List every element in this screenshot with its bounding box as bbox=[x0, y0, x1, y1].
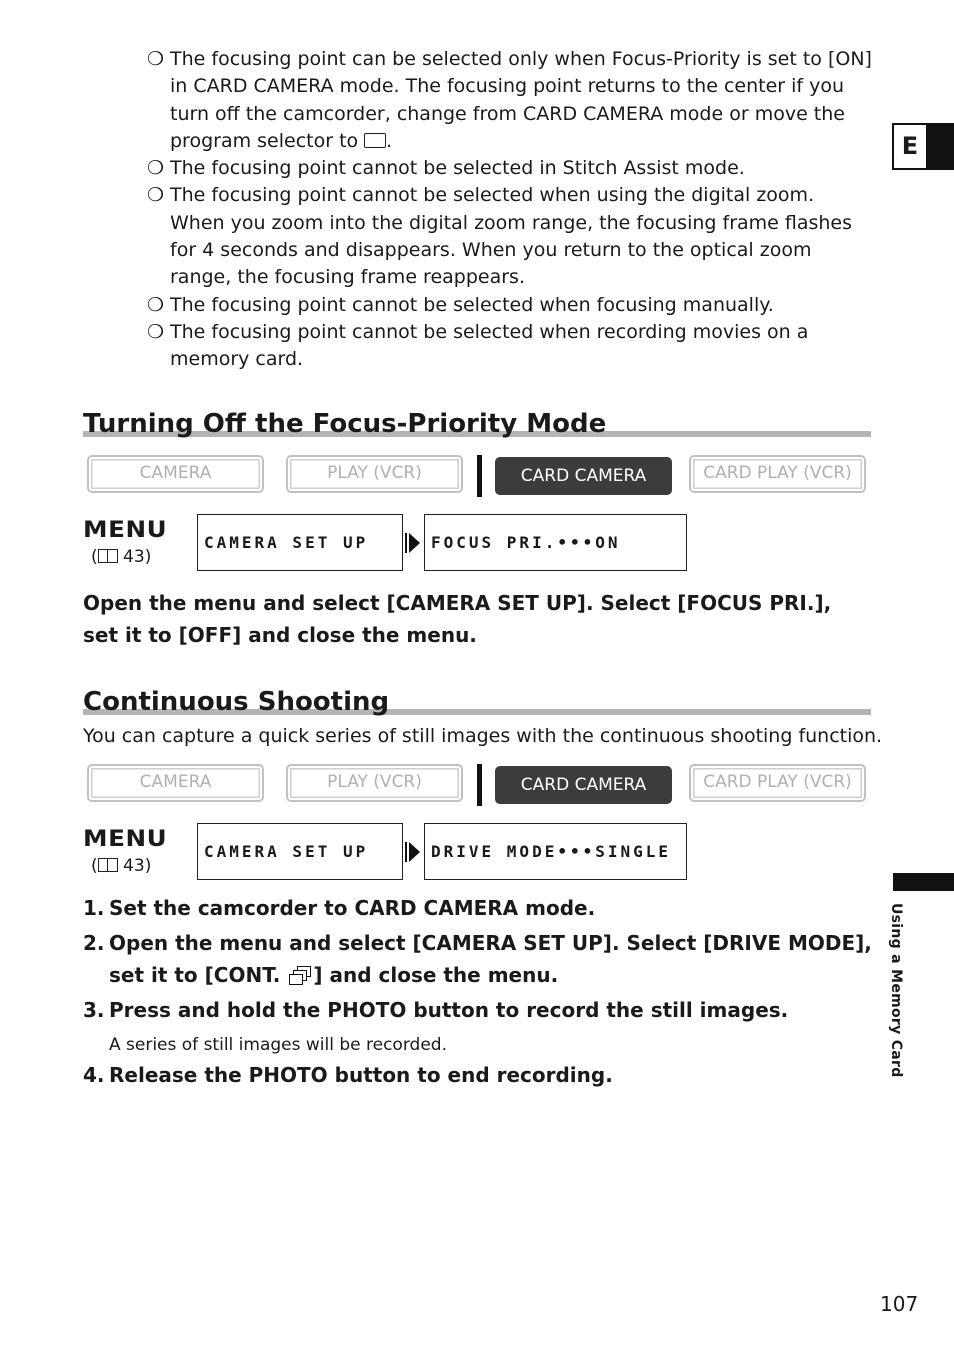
page-number: 107 bbox=[880, 1292, 919, 1316]
bullet-mark: ❍ bbox=[147, 293, 165, 316]
step-item: 2. Open the menu and select [CAMERA SET UP]. Select [DRIVE MODE], set it to [CONT. ] and close the menu. bbox=[83, 931, 872, 987]
menu-page-reference: ( 43) bbox=[91, 856, 152, 876]
notes-list bbox=[147, 46, 872, 374]
card-camera-mode-icon bbox=[364, 133, 386, 148]
note-text: The focusing point can be selected only when Focus-Priority is set to [ON] in CARD CAMERA mode. The focusing point returns to the center if you turn off the camcorder, change from CARD CAMERA mode or move the program selector to bbox=[170, 48, 872, 152]
note-text: The focusing point cannot be selected when using the digital zoom. When you zoom into the digital zoom range, the focusing frame flashes for 4 seconds and disappears. When you return to the optical zoom range, the focusing frame reappears. bbox=[170, 184, 853, 289]
lcd-drive-mode: DRIVE MODE•••SINGLE bbox=[424, 823, 687, 880]
bullet-mark: ❍ bbox=[147, 157, 165, 180]
step-text: Set the camcorder to CARD CAMERA mode. bbox=[109, 896, 596, 920]
menu-logo: MENU bbox=[83, 518, 168, 543]
lcd-focus-pri: FOCUS PRI.•••ON bbox=[424, 514, 687, 571]
section-heading-focus-priority: Turning Off the Focus-Priority Mode bbox=[83, 409, 607, 439]
note-item bbox=[147, 182, 872, 291]
menu-logo: MENU bbox=[83, 827, 168, 852]
bullet-mark: ❍ bbox=[147, 48, 165, 70]
section-intro: You can capture a quick series of still images with the continuous shooting function. bbox=[83, 725, 883, 747]
mode-camera: CAMERA bbox=[87, 764, 264, 802]
note-text: The focusing point cannot be selected in Stitch Assist mode. bbox=[170, 157, 745, 180]
mode-card-play-vcr: CARD PLAY (VCR) bbox=[689, 455, 866, 493]
note-item bbox=[147, 155, 872, 182]
mode-card-camera: CARD CAMERA bbox=[495, 766, 672, 804]
continuous-shooting-icon bbox=[289, 966, 311, 984]
arrow-right-icon bbox=[409, 842, 420, 862]
menu-page-reference: ( 43) bbox=[91, 547, 152, 567]
arrow-bar bbox=[405, 842, 407, 862]
bullet-mark: ❍ bbox=[147, 320, 165, 343]
mode-separator bbox=[477, 764, 482, 806]
lcd-camera-set-up: CAMERA SET UP bbox=[197, 514, 403, 571]
step-text: Release the PHOTO button to end recording. bbox=[109, 1063, 613, 1087]
step-text: Press and hold the PHOTO button to record the still images. bbox=[109, 998, 789, 1022]
mode-card-camera: CARD CAMERA bbox=[495, 457, 672, 495]
arrow-right-icon bbox=[409, 533, 420, 553]
mode-card-play-vcr: CARD PLAY (VCR) bbox=[689, 764, 866, 802]
note-item bbox=[147, 292, 872, 319]
section-tab-letter: E bbox=[901, 132, 919, 160]
chapter-tab-label: Using a Memory Card bbox=[888, 903, 904, 1078]
instruction-focus-priority: Open the menu and select [CAMERA SET UP]. Select [FOCUS PRI.], set it to [OFF] and close the menu. bbox=[83, 591, 832, 647]
mode-play-vcr: PLAY (VCR) bbox=[286, 455, 463, 493]
mode-separator bbox=[477, 455, 482, 497]
step-note: A series of still images will be recorded. bbox=[109, 1035, 447, 1055]
step-item: 4. Release the PHOTO button to end recording. bbox=[83, 1063, 613, 1087]
lcd-camera-set-up: CAMERA SET UP bbox=[197, 823, 403, 880]
book-icon bbox=[98, 549, 118, 563]
section-tab-marker bbox=[928, 123, 954, 170]
arrow-bar bbox=[405, 533, 407, 553]
note-text: The focusing point cannot be selected when focusing manually. bbox=[170, 293, 774, 316]
note-item bbox=[147, 319, 872, 374]
section-heading-continuous-shooting: Continuous Shooting bbox=[83, 687, 390, 717]
step-item: 3. Press and hold the PHOTO button to record the still images. A series of still images will be recorded. bbox=[83, 994, 873, 1058]
mode-play-vcr: PLAY (VCR) bbox=[286, 764, 463, 802]
step-text: Open the menu and select [CAMERA SET UP]. Select [DRIVE MODE], set it to [CONT. bbox=[109, 931, 872, 987]
steps-list bbox=[83, 892, 873, 1094]
chapter-tab-marker bbox=[893, 873, 954, 891]
bullet-mark: ❍ bbox=[147, 184, 165, 207]
book-icon bbox=[98, 858, 118, 872]
note-item: ❍ The focusing point can be selected only when Focus-Priority is set to [ON] in CARD CAMERA mode. The focusing point returns to the center if you turn off the camcorder, change from CARD CAMERA mode or move the program selector to . bbox=[147, 48, 872, 152]
mode-camera: CAMERA bbox=[87, 455, 264, 493]
step-item: 1. Set the camcorder to CARD CAMERA mode. bbox=[83, 896, 596, 920]
note-text: The focusing point cannot be selected when recording movies on a memory card. bbox=[170, 320, 809, 371]
